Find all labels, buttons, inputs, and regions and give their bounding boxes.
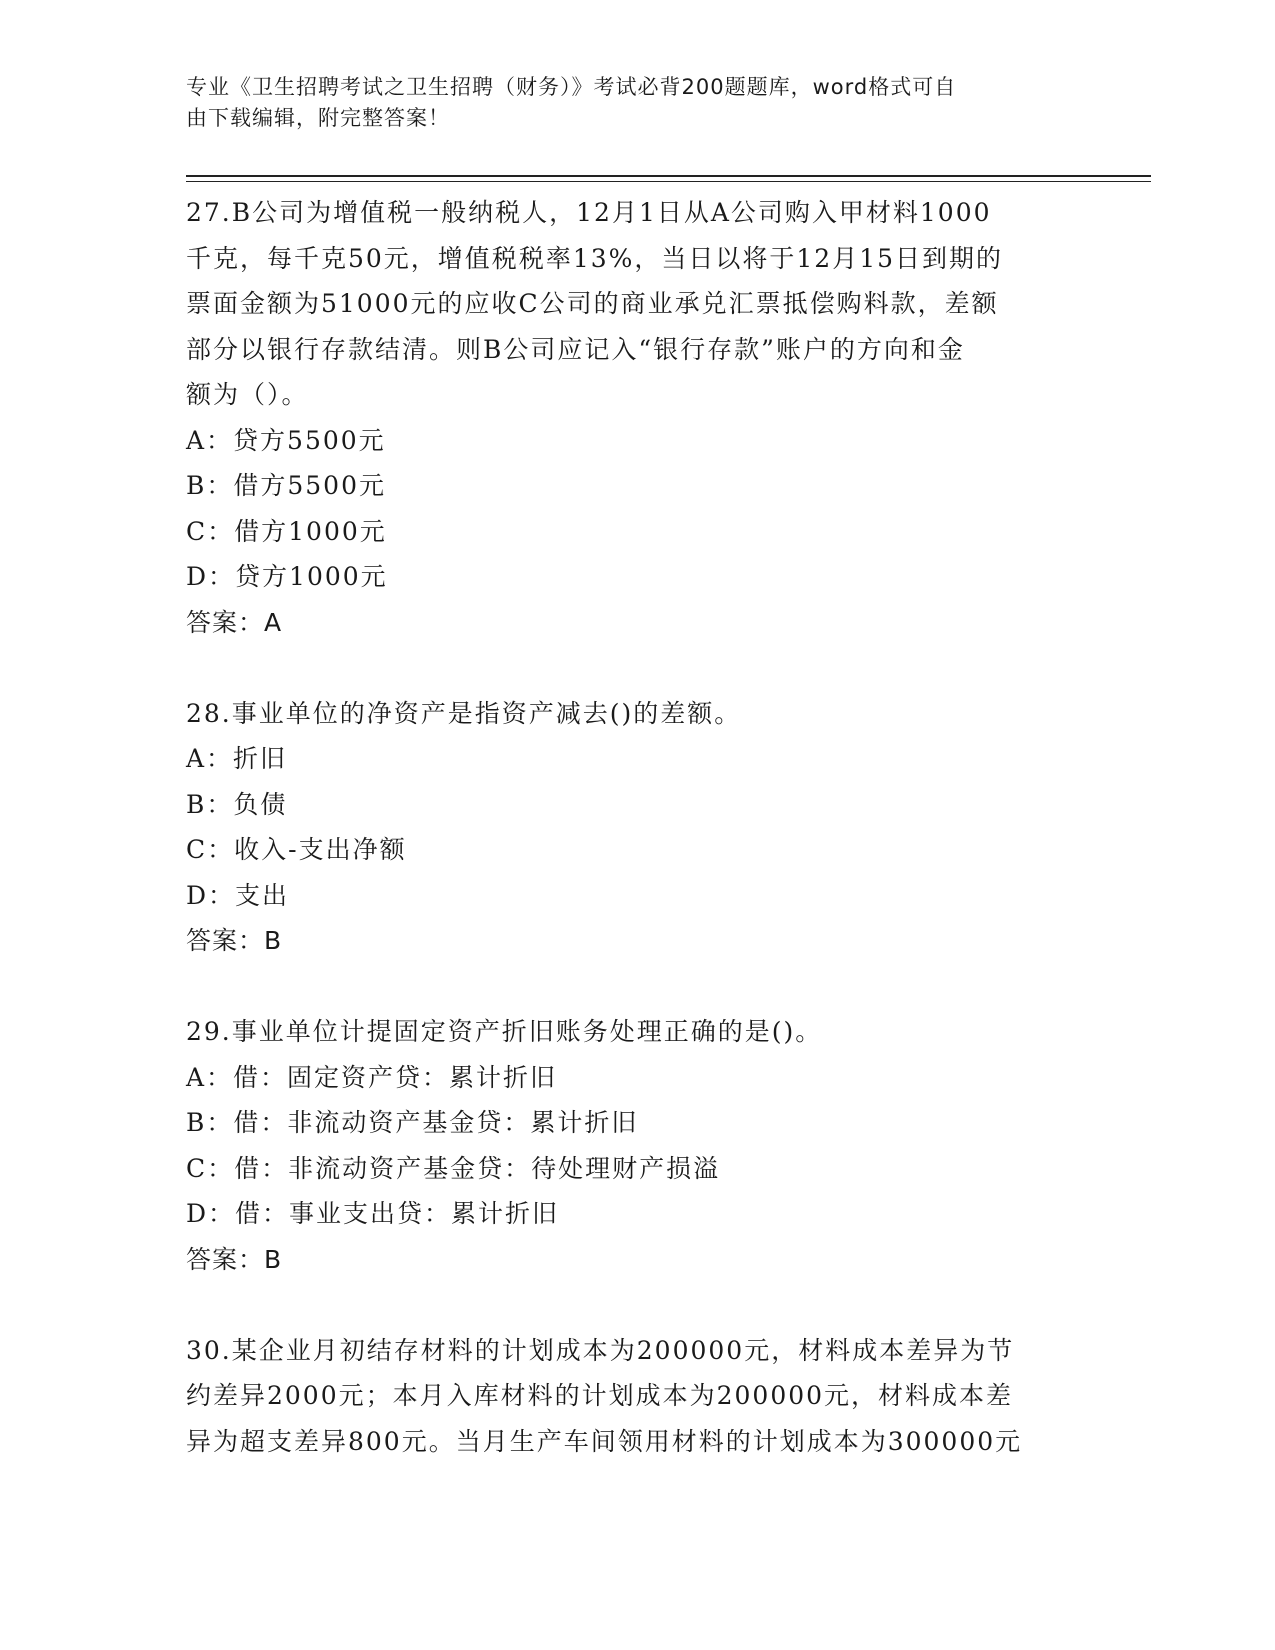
question-stem-line: 约差异2000元；本月入库材料的计划成本为200000元，材料成本差 — [186, 1381, 1014, 1410]
option-b: B：负债 — [186, 789, 288, 819]
answer-label: 答案：B — [186, 1244, 283, 1274]
question-30 — [186, 1328, 1066, 1465]
option-a: A：借：固定资产贷：累计折旧 — [186, 1062, 558, 1092]
header-line-2: 由下载编辑，附完整答案！ — [186, 106, 450, 130]
question-stem-line: 29.事业单位计提固定资产折旧账务处理正确的是()。 — [186, 1017, 823, 1046]
option-c: C：收入-支出净额 — [186, 835, 407, 864]
header-rule-thick — [186, 175, 1151, 177]
answer-label: 答案：B — [186, 926, 283, 955]
option-d: D：贷方1000元 — [186, 562, 388, 591]
option-a: A：贷方5500元 — [186, 425, 386, 455]
spacer — [186, 964, 1066, 1010]
question-stem-line: 27.B公司为增值税一般纳税人，12月1日从A公司购入甲材料1000 — [186, 198, 992, 227]
spacer — [186, 1282, 1066, 1328]
question-stem-line: 额为（）。 — [186, 380, 309, 409]
option-d: D：支出 — [186, 880, 290, 910]
document-header — [186, 72, 1066, 134]
answer-label: 答案：A — [186, 607, 283, 637]
question-27 — [186, 190, 1066, 645]
question-stem-line: 28.事业单位的净资产是指资产减去()的差额。 — [186, 698, 742, 728]
question-29 — [186, 1009, 1066, 1282]
option-b: B：借：非流动资产基金贷：累计折旧 — [186, 1108, 639, 1137]
option-c: C：借：非流动资产基金贷：待处理财产损溢 — [186, 1153, 721, 1183]
header-rule-thin — [186, 181, 1151, 182]
question-stem-line: 30.某企业月初结存材料的计划成本为200000元，材料成本差异为节 — [186, 1335, 1015, 1365]
option-c: C：借方1000元 — [186, 516, 387, 546]
option-a: A：折旧 — [186, 744, 288, 773]
question-stem-line: 部分以银行存款结清。则B公司应记入“银行存款”账户的方向和金 — [186, 334, 965, 364]
question-stem-line: 异为超支差异800元。当月生产车间领用材料的计划成本为300000元 — [186, 1426, 1023, 1456]
spacer — [186, 645, 1066, 691]
option-b: B：借方5500元 — [186, 471, 386, 500]
question-stem-line: 千克，每千克50元，增值税税率13%，当日以将于12月15日到期的 — [186, 243, 1004, 273]
option-d: D：借：事业支出贷：累计折旧 — [186, 1199, 560, 1228]
question-stem-line: 票面金额为51000元的应收C公司的商业承兑汇票抵偿购料款，差额 — [186, 289, 999, 318]
question-28 — [186, 691, 1066, 964]
question-list — [186, 190, 1066, 1464]
header-line-1: 专业《卫生招聘考试之卫生招聘（财务）》考试必背200题题库，word格式可自 — [186, 75, 957, 99]
